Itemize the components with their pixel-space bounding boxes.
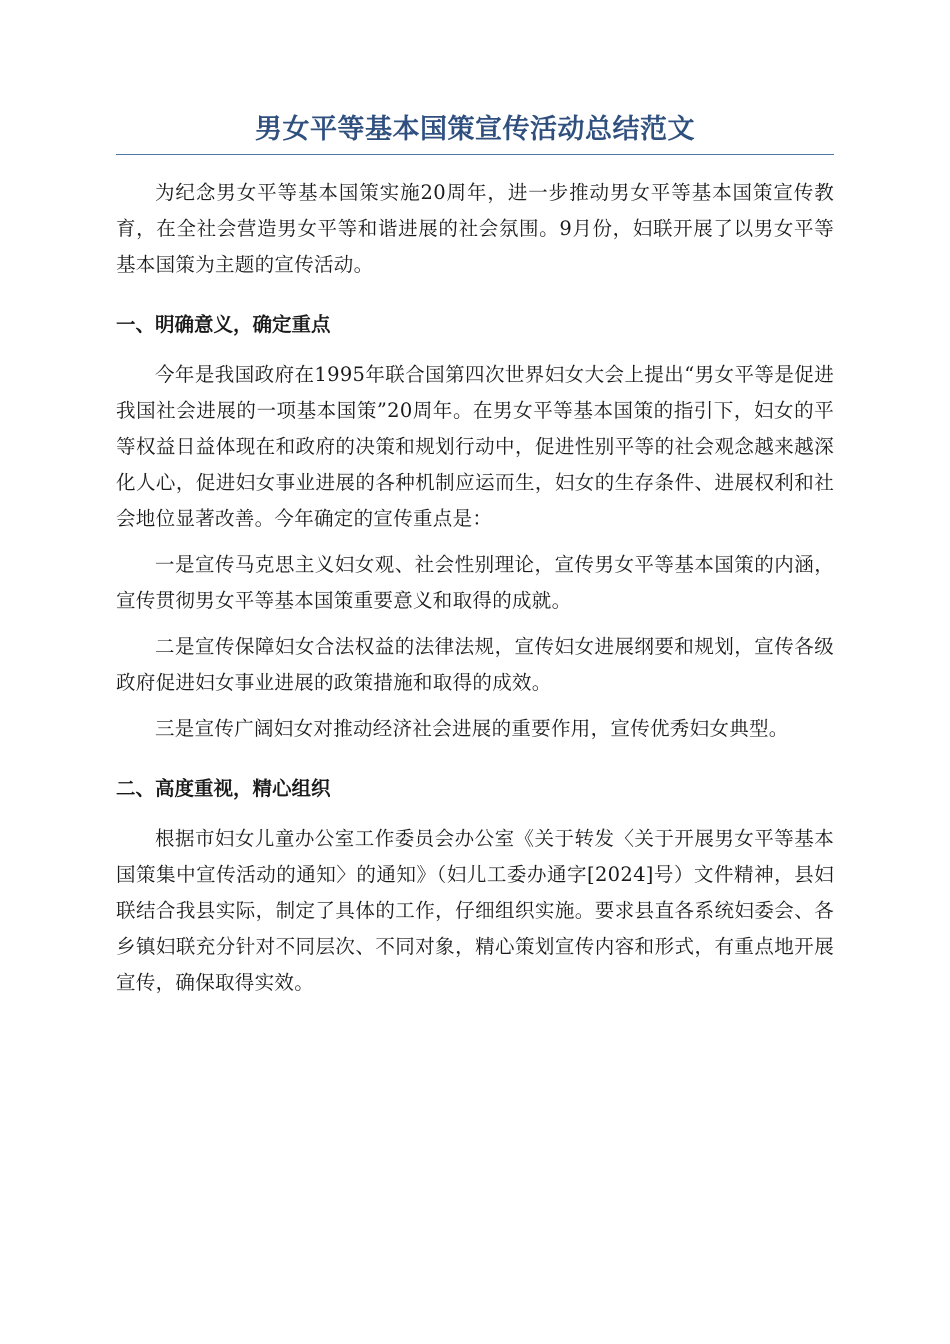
section-1-point-1: 一是宣传马克思主义妇女观、社会性别理论，宣传男女平等基本国策的内涵，宣传贯彻男女平等基本国策重要意义和取得的成就。 [116, 553, 834, 612]
title-underline [116, 154, 834, 155]
section-2-paragraph: 根据市妇女儿童办公室工作委员会办公室《关于转发〈关于开展男女平等基本国策集中宣传活动的通知〉的通知》（妇儿工委办通字[2024]号）文件精神，县妇联结合我县实际，制定了具体的工作，仔细组织实施。要求县直各系统妇委会、各乡镇妇联充分针对不同层次、不同对象，精心策划宣传内容和形式，有重点地开展宣传，确保取得实效。 [116, 827, 834, 994]
section-1-point-3: 三是宣传广阔妇女对推动经济社会进展的重要作用，宣传优秀妇女典型。 [155, 717, 789, 740]
section-1-paragraph: 今年是我国政府在1995年联合国第四次世界妇女大会上提出“男女平等是促进我国社会进展的一项基本国策”20周年。在男女平等基本国策的指引下，妇女的平等权益日益体现在和政府的决策和规划行动中，促进性别平等的社会观念越来越深化人心，促进妇女事业进展的各种机制应运而生，妇女的生存条件、进展权利和社会地位显著改善。今年确定的宣传重点是： [116, 363, 834, 530]
document-page [116, 108, 834, 1011]
section-1-heading: 一、明确意义，确定重点 [116, 313, 331, 336]
section-1-point-2: 二是宣传保障妇女合法权益的法律法规，宣传妇女进展纲要和规划，宣传各级政府促进妇女事业进展的政策措施和取得的成效。 [116, 635, 834, 694]
intro-paragraph: 为纪念男女平等基本国策实施20周年，进一步推动男女平等基本国策宣传教育，在全社会营造男女平等和谐进展的社会氛围。9月份，妇联开展了以男女平等基本国策为主题的宣传活动。 [116, 181, 834, 276]
document-title: 男女平等基本国策宣传活动总结范文 [255, 114, 695, 145]
section-2-heading: 二、高度重视，精心组织 [116, 777, 331, 800]
